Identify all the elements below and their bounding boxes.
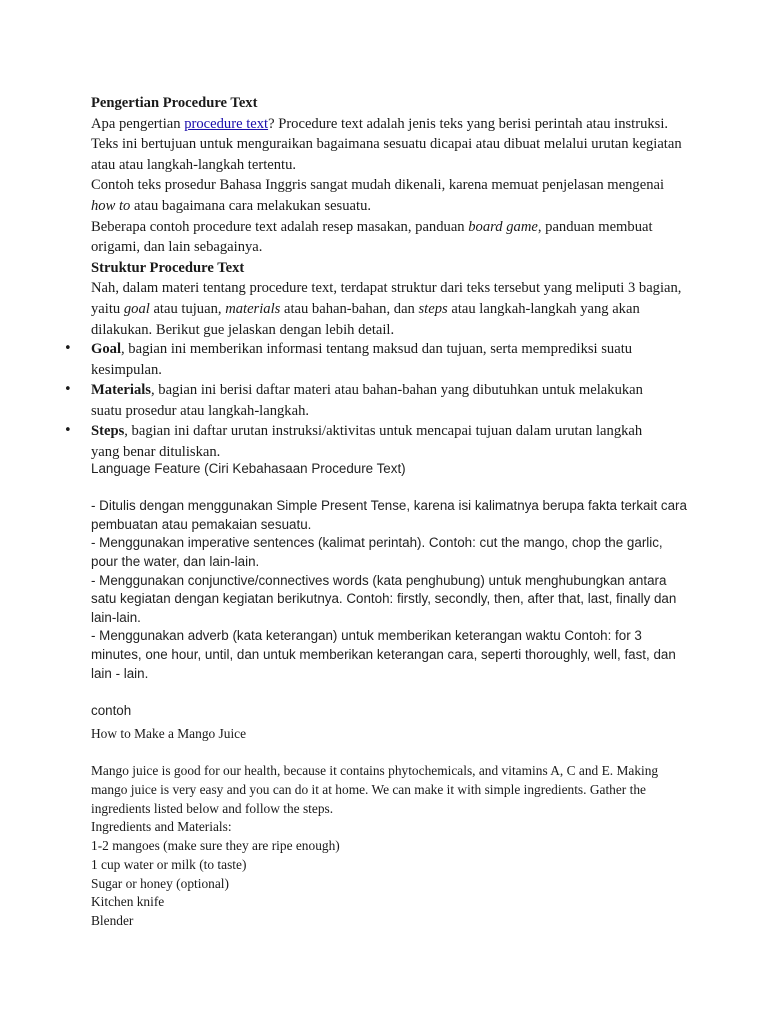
text-emphasis: steps	[418, 300, 448, 317]
ingredient-item: Blender	[91, 912, 134, 928]
ingredients-heading: Ingredients and Materials:	[91, 819, 232, 835]
ingredient-item: Kitchen knife	[91, 894, 165, 910]
text-run: atau langkah-langkah yang akan dilakukan. Berikut gue jelaskan dengan lebih detail.	[91, 300, 640, 338]
text-run: Nah, dalam materi tentang procedure text, terdapat struktur dari teks tersebut yang meliputi 3 bagian, yaitu	[91, 280, 682, 317]
structure-bullet-list	[0, 339, 700, 463]
feature-point: - Ditulis dengan menggunakan Simple Present Tense, karena isi kalimatnya berupa fakta terkait cara pembuatan atau pemakaian sesuatu.	[91, 498, 687, 532]
list-item-text: , bagian ini daftar urutan instruksi/aktivitas untuk mencapai tujuan dalam urutan langkah yang benar dituliskan.	[91, 423, 643, 460]
text-run: Apa pengertian	[91, 115, 185, 132]
list-item-term: Steps	[91, 423, 125, 440]
text-emphasis: goal	[123, 300, 150, 317]
text-run: atau tujuan,	[149, 300, 226, 317]
example-label: contoh	[91, 702, 132, 718]
paragraph-structure	[91, 278, 691, 340]
text-emphasis: how to	[91, 197, 131, 214]
text-run: atau bahan-bahan, dan	[280, 300, 419, 317]
section-heading-struktur: Struktur Procedure Text	[91, 259, 245, 276]
spacer	[91, 683, 691, 702]
list-item-term: Materials	[91, 382, 151, 399]
bullet-icon: •	[64, 341, 72, 356]
paragraph-example	[91, 175, 691, 216]
text-run: atau bagaimana cara melakukan sesuatu.	[130, 197, 372, 214]
text-run: ? Procedure text adalah jenis teks yang berisi perintah atau instruksi. Teks ini bertujuan untuk menguraikan bagaimana sesuatu dicapai atau dibuat melalui urutan kegiatan atau atau langkah-langkah tertentu.	[91, 115, 682, 173]
ingredient-item: 1-2 mangoes (make sure they are ripe enough)	[91, 838, 340, 854]
intro-section	[91, 93, 691, 340]
ingredient-item: Sugar or honey (optional)	[91, 875, 229, 891]
feature-point: - Menggunakan adverb (kata keterangan) untuk memberikan keterangan waktu Contoh: for 3 minutes, one hour, until, dan untuk memberikan keterangan cara, seperti thoroughly, well, fast, dan lain - lain.	[91, 628, 676, 681]
text-emphasis: materials	[225, 300, 281, 317]
section-heading-language-feature: Language Feature (Ciri Kebahasaan Procedure Text)	[91, 461, 406, 476]
bullet-icon: •	[64, 423, 72, 439]
feature-point: - Menggunakan conjunctive/connectives words (kata penghubung) untuk menghubungkan antara satu kegiatan dengan kegiatan berikutnya. Contoh: firstly, secondly, then, after that, last, finally dan lain-lain.	[91, 572, 677, 625]
spacer	[91, 744, 691, 763]
example-intro: Mango juice is good for our health, because it contains phytochemicals, and vitamins A, C and E. Making mango juice is very easy and you can do it at home. We can make it with simple ingredients. Gather the ingredients listed below and follow the steps.	[91, 763, 659, 816]
spacer	[91, 479, 691, 498]
list-item	[0, 339, 671, 380]
text-emphasis: board game	[468, 218, 538, 235]
paragraph-definition	[91, 114, 691, 176]
example-section	[91, 725, 691, 931]
feature-point: - Menggunakan imperative sentences (kalimat perintah). Contoh: cut the mango, chop the garlic, pour the water, dan lain-lain.	[91, 535, 663, 569]
list-item	[0, 421, 671, 462]
language-feature-section	[91, 460, 691, 720]
list-item-term: Goal	[91, 341, 121, 357]
list-item	[0, 380, 671, 421]
list-item-text: , bagian ini memberikan informasi tentang maksud dan tujuan, serta memprediksi suatu kesimpulan.	[91, 341, 633, 378]
paragraph-examples-list	[91, 217, 691, 258]
ingredient-item: 1 cup water or milk (to taste)	[91, 856, 247, 872]
text-run: Beberapa contoh procedure text adalah resep masakan, panduan	[91, 218, 469, 235]
text-run: , panduan membuat origami, dan lain sebagainya.	[91, 218, 653, 256]
text-run: Contoh teks prosedur Bahasa Inggris sangat mudah dikenali, karena memuat penjelasan mengenai	[91, 177, 665, 194]
bullet-icon: •	[64, 382, 72, 398]
section-heading-pengertian: Pengertian Procedure Text	[91, 95, 258, 111]
procedure-text-link[interactable]: procedure text	[184, 115, 269, 132]
list-item-text: , bagian ini berisi daftar materi atau bahan-bahan yang dibutuhkan untuk melakukan suatu prosedur atau langkah-langkah.	[91, 382, 643, 419]
example-title: How to Make a Mango Juice	[91, 726, 247, 741]
